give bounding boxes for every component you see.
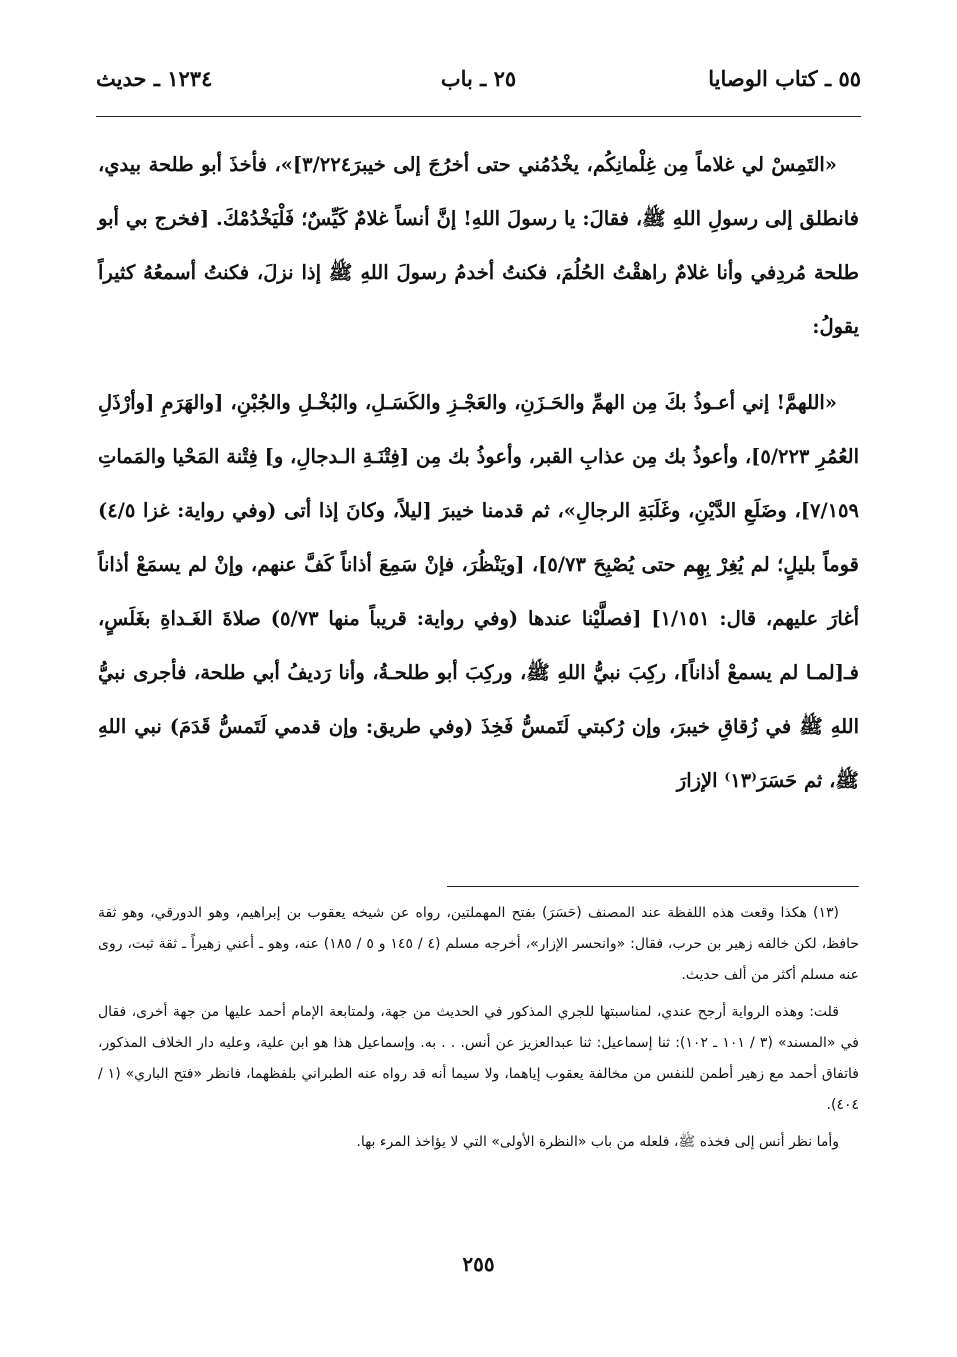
footnote-divider — [447, 886, 859, 887]
main-text — [98, 138, 859, 808]
book-title: ٥٥ ـ كتاب الوصايا — [708, 66, 861, 91]
footnotes — [98, 898, 859, 1158]
main-paragraph: «اللهمَّ! إني أعـوذُ بكَ مِن الهمِّ والحَـزَنِ، والعَجْـزِ والكَسَـلِ، والبُخْـلِ والجُبْنِ، [والهَرَمِ [وأرْذَلِ العُمُرِ ٥/٢٢٣]، وأعوذُ بك مِن عذابِ القبر، وأعوذُ بك مِن [فِتْنَـةِ الـدجالِ، و] فِتْنة المَحْيا والمَماتِ ٧/١٥٩]، وضَلَعِ الدَّيْنِ، وغَلَبَةِ الرجالِ»، ثم قدمنا خيبرَ [ليلاً، وكانَ إذا أتى (وفي رواية: غزا ٤/٥) قوماً بليلٍ؛ لم يُغِرْ بِهِم حتى يُصْبِحَ ٥/٧٣]، [ويَنْظُرَ، فإنْ سَمِعَ أذاناً كَفَّ عنهم، وإنْ لم يسمَعْ أذاناً أغارَ عليهم، قال: ١/١٥١] [فصلَّيْنا عندها (وفي رواية: قريباً منها ٥/٧٣) صلاةَ الغَـداةِ بغَلَسٍ، فـ[لمـا لم يسمعْ أذاناً]، ركِبَ نبيُّ اللهِ ﷺ، وركِبَ أبو طلحـةُ، وأنا رَديفُ أبي طلحة، فأجرى نبيُّ اللهِ ﷺ في زُقاقِ خيبرَ، وإن رُكبتي لَتَمسُّ فَخِذَ (وفي طريق: وإن قدمي لَتَمسُّ قَدَمَ) نبي اللهِ ﷺ، ثم حَسَرَ⁽١٣⁾ الإزارَ — [98, 391, 860, 792]
header-divider — [96, 116, 861, 117]
page-number: ٢٥٥ — [462, 1252, 495, 1276]
footnote-paragraph: وأما نظر أنس إلى فخذه ﷺ، فلعله من باب «النظرة الأولى» التي لا يؤاخذ المرء بها. — [356, 1134, 839, 1150]
footnote-paragraph: (١٣) هكذا وقعت هذه اللفظة عند المصنف (حَسَرَ) بفتح المهملتين، رواه عن شيخه يعقوب بن إبراهيم، وهو الدورقي، وهو ثقة حافظ، لكن خالفه زهير بن حرب، فقال: «وانحسر الإزار»، أخرجه مسلم (٤ / ١٤٥ و ٥ / ١٨٥) عنه، وهو ـ أعني زهيراً ـ ثقة ثبت، روى عنه مسلم أكثر من ألف حديث. — [98, 905, 859, 983]
main-paragraph: «التَمِسْ لي غلاماً مِن غِلْمانِكُم، يخْدُمُني حتى أخرُجَ إلى خيبرَ٣/٢٢٤]»، فأخذَ أبو طلحة بيدي، فانطلق إلى رسولِ اللهِ ﷺ، فقالَ: يا رسولَ اللهِ! إنَّ أنساً غلامٌ كَيِّسٌ؛ فَلْيَخْدُمْكَ. [فخرج بي أبو طلحة مُردِفي وأنا غلامٌ راهقْتُ الحُلُمَ، فكنتُ أخدمُ رسولَ اللهِ ﷺ إذا نزلَ، فكنتُ أسمعُهُ كثيراً يقولُ: — [98, 153, 859, 338]
hadith-number: ١٢٣٤ ـ حديث — [96, 66, 213, 91]
running-head — [96, 58, 861, 100]
footnote-paragraph: قلت: وهذه الرواية أرجح عندي، لمناسبتها للجري المذكور في الحديث من جهة، ولمتابعة الإمام أحمد عليها من جهة أخرى، فقال في «المسند» (٣ / ١٠١ ـ ١٠٢): ثنا إسماعيل: ثنا عبدالعزيز عن أنس. . . به. وإسماعيل هذا هو ابن علية، وعليه دار الخلاف المذكور، فاتفاق أحمد مع زهير أطمن للنفس من مخالفة يعقوب إياهما، ولا سيما أنه قد رواه عنه الطبراني بلفظهما، فانظر «فتح الباري» (١ / ٤٠٤). — [98, 1004, 859, 1113]
chapter-title: ٢٥ ـ باب — [440, 66, 517, 91]
